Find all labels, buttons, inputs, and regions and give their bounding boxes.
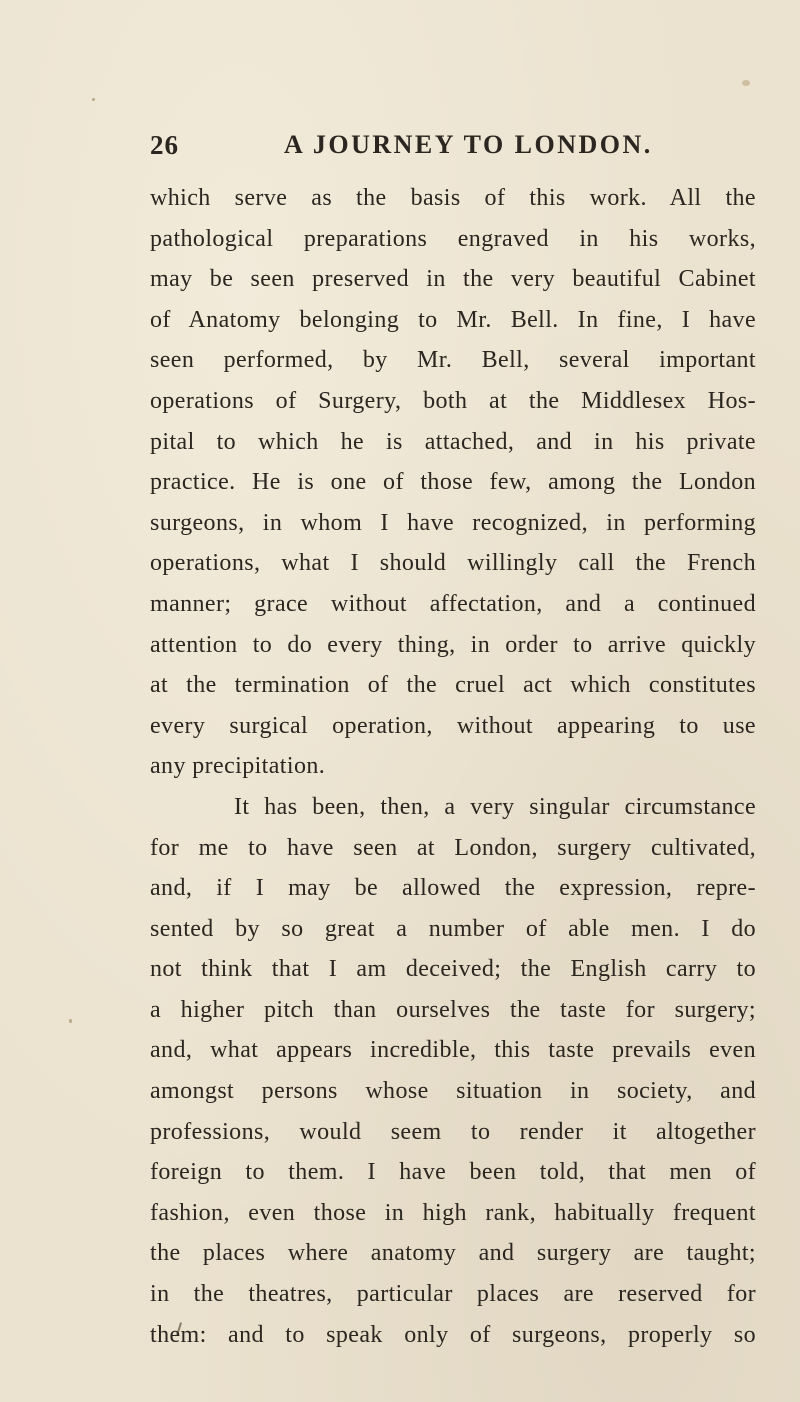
text-line: of Anatomy belonging to Mr. Bell. In fine, I have <box>150 306 756 333</box>
text-line: attention to do every thing, in order to arrive quickly <box>150 631 756 658</box>
text-line: may be seen preserved in the very beautiful Cabinet <box>150 266 756 293</box>
text-line: foreign to them. I have been told, that men of <box>150 1159 756 1186</box>
text-line: not think that I am deceived; the English carry to <box>150 956 756 983</box>
text-line: and, if I may be allowed the expression, repre- <box>150 875 756 902</box>
text-line: professions, would seem to render it altogether <box>150 1118 756 1145</box>
paper-speck <box>69 1019 72 1023</box>
body-text <box>150 178 756 1355</box>
text-line: in the theatres, particular places are reserved for <box>150 1281 756 1308</box>
text-line: operations, what I should willingly call the French <box>150 550 756 577</box>
running-head <box>150 130 750 170</box>
text-line: amongst persons whose situation in society, and <box>150 1078 756 1105</box>
page-number: 26 <box>150 130 179 160</box>
paragraph-end-line: any precipitation. <box>150 753 326 780</box>
paper-speck <box>92 98 95 101</box>
paragraph-first-line: It has been, then, a very singular circumstance <box>234 793 756 820</box>
text-line: at the termination of the cruel act which constitutes <box>150 672 756 699</box>
text-line: pital to which he is attached, and in his private <box>150 428 756 455</box>
text-line: sented by so great a number of able men. I do <box>150 915 756 942</box>
text-line: for me to have seen at London, surgery cultivated, <box>150 834 756 861</box>
text-line: surgeons, in whom I have recognized, in performing <box>150 509 756 536</box>
text-line: fashion, even those in high rank, habitually frequent <box>150 1199 756 1226</box>
text-line: manner; grace without affectation, and a continued <box>150 590 756 617</box>
text-line: them: and to speak only of surgeons, properly so <box>150 1321 756 1348</box>
running-title: A JOURNEY TO LONDON. <box>284 130 653 159</box>
text-line: a higher pitch than ourselves the taste for surgery; <box>150 996 756 1023</box>
text-line: practice. He is one of those few, among the London <box>150 469 756 496</box>
text-line: every surgical operation, without appearing to use <box>150 712 756 739</box>
text-line: pathological preparations engraved in his works, <box>150 225 756 252</box>
text-line: operations of Surgery, both at the Middlesex Hos- <box>150 387 756 414</box>
text-line: and, what appears incredible, this taste prevails even <box>150 1037 756 1064</box>
text-line: seen performed, by Mr. Bell, several important <box>150 347 756 374</box>
text-line: the places where anatomy and surgery are taught; <box>150 1240 756 1267</box>
paper-stain <box>742 80 750 86</box>
text-line: which serve as the basis of this work. All the <box>150 185 756 211</box>
